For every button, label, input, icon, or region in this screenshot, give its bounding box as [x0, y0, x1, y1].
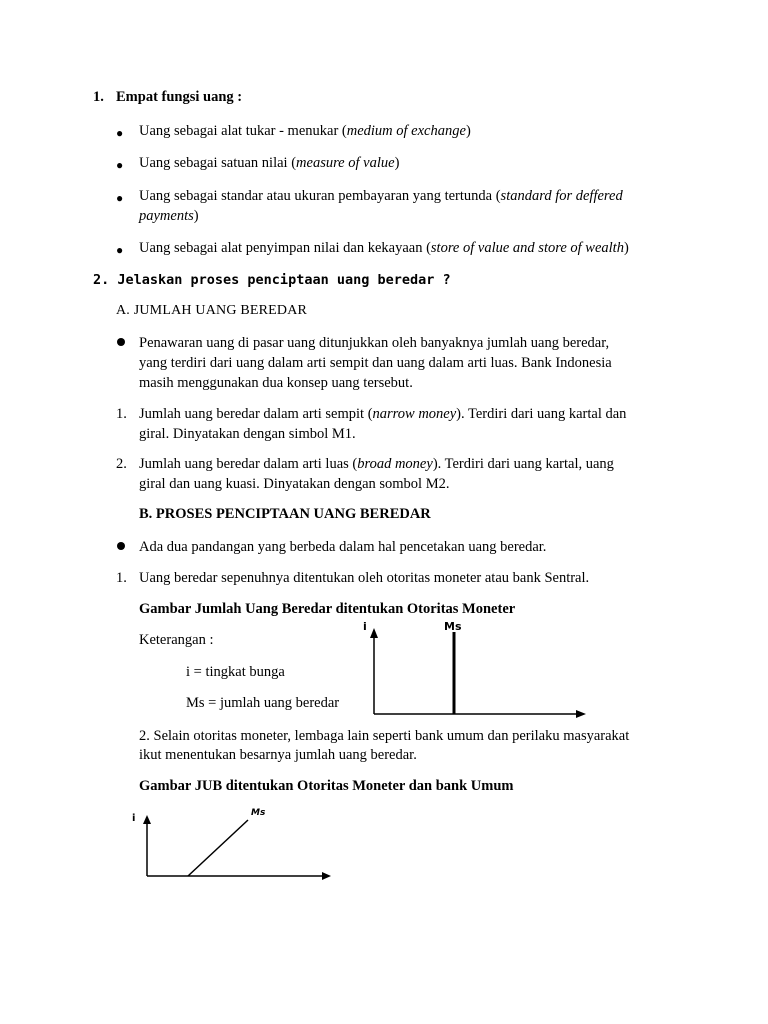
- q1-item-4: Uang sebagai alat penyimpan nilai dan kekayaan (store of value and store of wealth): [139, 240, 629, 256]
- section-b-heading: B. PROSES PENCIPTAAN UANG BEREDAR: [139, 506, 431, 522]
- q1-title: Empat fungsi uang :: [116, 89, 243, 105]
- figure1-legend-ms: Ms = jumlah uang beredar: [186, 695, 340, 711]
- figure2-curve-label: Ms: [251, 808, 266, 818]
- figure1-curve-label: Ms: [444, 620, 462, 633]
- figure2-ms-line: [188, 820, 248, 876]
- section-a-para-line1: Penawaran uang di pasar uang ditunjukkan oleh banyaknya jumlah uang beredar,: [139, 335, 610, 351]
- bullet-icon: ●: [116, 191, 124, 205]
- section-a-item2-cont: giral dan uang kuasi. Dinyatakan dengan sombol M2.: [139, 476, 450, 492]
- bullet-icon: [117, 542, 125, 550]
- section-b-item1: Uang beredar sepenuhnya ditentukan oleh otoritas moneter atau bank Sentral.: [139, 570, 590, 586]
- figure1-diagram: [360, 618, 600, 718]
- figure2-x-arrow: [322, 872, 331, 880]
- figure1-y-label: i: [363, 620, 367, 633]
- bullet-icon: [117, 338, 125, 346]
- section-a-para-line2: yang terdiri dari uang dalam arti sempit dan uang dalam arti luas. Bank Indonesia: [139, 355, 612, 371]
- figure2-diagram: [128, 803, 348, 883]
- figure2-y-arrow: [143, 815, 151, 824]
- q1-item-2: Uang sebagai satuan nilai (measure of value): [139, 155, 400, 171]
- section-a-item1-cont: giral. Dinyatakan dengan simbol M1.: [139, 426, 356, 442]
- q1-item-3: Uang sebagai standar atau ukuran pembayaran yang tertunda (standard for deffered: [139, 188, 623, 204]
- section-b-item1-num: 1.: [116, 570, 127, 586]
- q1-item-1: Uang sebagai alat tukar - menukar (medium of exchange): [139, 123, 471, 139]
- bullet-icon: ●: [116, 243, 124, 257]
- figure1-y-arrow: [370, 628, 378, 638]
- figure2-caption: Gambar JUB ditentukan Otoritas Moneter dan bank Umum: [139, 778, 514, 794]
- section-a-item1-num: 1.: [116, 406, 127, 422]
- figure1-legend-title: Keterangan :: [139, 632, 214, 648]
- q1-item-3-cont: payments): [139, 208, 199, 224]
- section-b-item2-line1: 2. Selain otoritas moneter, lembaga lain seperti bank umum dan perilaku masyarakat: [139, 728, 630, 744]
- section-b-item2-line2: ikut menentukan besarnya jumlah uang beredar.: [139, 747, 417, 763]
- bullet-icon: ●: [116, 158, 124, 172]
- figure2-y-label: i: [132, 813, 136, 824]
- q2-title: 2. Jelaskan proses penciptaan uang beredar ?: [93, 272, 451, 288]
- section-a-item2: Jumlah uang beredar dalam arti luas (broad money). Terdiri dari uang kartal, uang: [139, 456, 614, 472]
- bullet-icon: ●: [116, 126, 124, 140]
- figure1-x-arrow: [576, 710, 586, 718]
- q1-number: 1.: [93, 89, 104, 105]
- figure1-legend-i: i = tingkat bunga: [186, 664, 285, 680]
- section-a-item2-num: 2.: [116, 456, 127, 472]
- section-a-heading: A. JUMLAH UANG BEREDAR: [116, 303, 308, 318]
- figure1-caption: Gambar Jumlah Uang Beredar ditentukan Otoritas Moneter: [139, 601, 516, 617]
- section-b-para: Ada dua pandangan yang berbeda dalam hal pencetakan uang beredar.: [139, 539, 547, 555]
- section-a-para-line3: masih menggunakan dua konsep uang tersebut.: [139, 375, 413, 391]
- section-a-item1: Jumlah uang beredar dalam arti sempit (narrow money). Terdiri dari uang kartal dan: [139, 406, 627, 422]
